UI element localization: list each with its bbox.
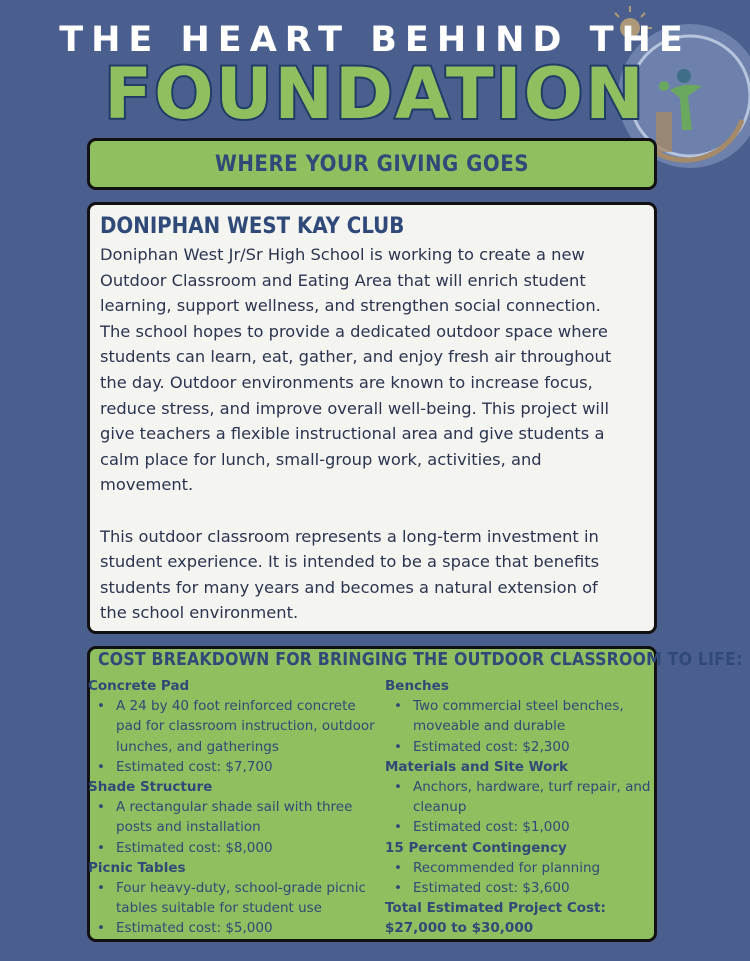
cost-item-detail: • Recommended for planning	[385, 858, 660, 878]
cost-column-left	[88, 676, 378, 939]
cost-item-detail: • A rectangular shade sail with three posts and installation	[88, 797, 378, 837]
cost-item-heading: Shade Structure	[88, 779, 213, 796]
cost-item-estimate: • Estimated cost: $5,000	[88, 918, 378, 938]
club-title: DONIPHAN WEST KAY CLUB	[100, 214, 405, 239]
cost-item-heading: Concrete Pad	[88, 678, 190, 694]
cost-item-estimate: • Estimated cost: $8,000	[88, 838, 378, 858]
cost-item-heading: Benches	[385, 678, 449, 694]
subtitle-text: WHERE YOUR GIVING GOES	[215, 151, 529, 177]
text-line: students can learn, eat, gather, and enjoy fresh air throughout	[100, 347, 612, 367]
text-line: the school environment.	[100, 603, 299, 623]
club-paragraph-2	[100, 524, 644, 626]
cost-breakdown-title: COST BREAKDOWN FOR BRINGING THE OUTDOOR CLASSROOM TO LIFE:	[98, 650, 743, 670]
cost-item-estimate: • Estimated cost: $7,700	[88, 757, 378, 777]
cost-column-right	[385, 676, 660, 939]
cost-item-heading: 15 Percent Contingency	[385, 839, 567, 856]
cost-item-estimate: • Estimated cost: $3,600	[385, 878, 660, 898]
text-line: calm place for lunch, small-group work, activities, and	[100, 449, 542, 469]
club-description-card	[87, 202, 657, 634]
cost-item-estimate: • Estimated cost: $2,300	[385, 737, 660, 757]
text-line: Doniphan West Jr/Sr High School is working to create a new	[100, 245, 585, 264]
text-line: student experience. It is intended to be a space that benefits	[100, 552, 600, 572]
page-title-main: FOUNDATION	[104, 53, 646, 135]
total-cost: Total Estimated Project Cost: $27,000 to $30,000	[385, 900, 606, 937]
cost-item-heading: Picnic Tables	[88, 859, 186, 876]
text-line: This outdoor classroom represents a long-term investment in	[100, 526, 599, 546]
cost-item-detail: • Four heavy-duty, school-grade picnic tables suitable for student use	[88, 878, 378, 918]
text-line: students for many years and becomes a natural extension of	[100, 577, 598, 597]
page-title-top: THE HEART BEHIND THE	[59, 20, 691, 60]
text-line: Outdoor Classroom and Eating Area that will enrich student	[100, 270, 586, 290]
cost-item-detail: • Two commercial steel benches, moveable and durable	[385, 696, 660, 736]
subtitle-banner	[87, 138, 657, 190]
text-line: reduce stress, and improve overall well-being. This project will	[100, 398, 609, 418]
cost-item-detail: • A 24 by 40 foot reinforced concrete pad for classroom instruction, outdoor lunches, and gatherings	[88, 696, 378, 757]
club-paragraph-1	[100, 242, 644, 498]
cost-item-heading: Materials and Site Work	[385, 758, 568, 775]
text-line: The school hopes to provide a dedicated outdoor space where	[100, 321, 608, 341]
cost-item-estimate: • Estimated cost: $1,000	[385, 817, 660, 837]
text-line: give teachers a flexible instructional area and give students a	[100, 424, 605, 444]
text-line: movement.	[100, 475, 194, 495]
cost-item-detail: • Anchors, hardware, turf repair, and cleanup	[385, 777, 660, 817]
text-line: the day. Outdoor environments are known to increase focus,	[100, 372, 593, 392]
text-line: learning, support wellness, and strengthen social connection.	[100, 296, 601, 316]
